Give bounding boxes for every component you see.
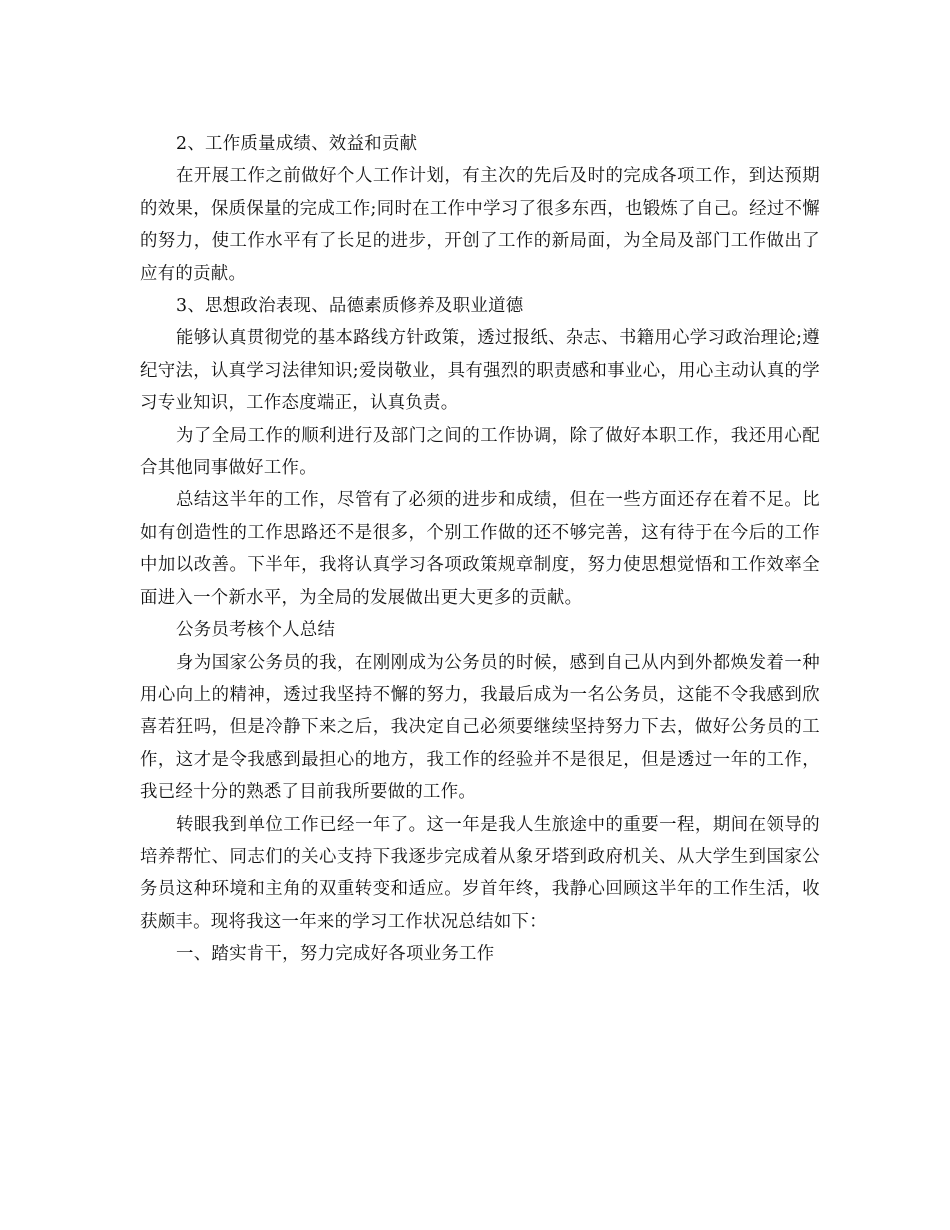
- section-heading-ethics: 3、思想政治表现、品德素质修养及职业道德: [176, 296, 524, 317]
- paragraph-civil-servant: 身为国家公务员的我，在刚刚成为公务员的时候，感到自己从内到外都焕发着一种用心向上的精神，透过我坚持不懈的努力，我最后成为一名公务员，这能不令我感到欣喜若狂吗，但是冷静下来之后，我决定自己必须要继续坚持努力下去，做好公务员的工作，这才是令我感到最担心的地方，我工作的经验并不是很足，但是透过一年的工作，我已经十分的熟悉了目前我所要做的工作。: [140, 652, 820, 803]
- paragraph-quality: 在开展工作之前做好个人工作计划，有主次的先后及时的完成各项工作，到达预期的效果，保质保量的完成工作;同时在工作中学习了很多东西，也锻炼了自己。经过不懈的努力，使工作水平有了长足的进步，开创了工作的新局面，为全局及部门工作做出了应有的贡献。: [140, 166, 820, 284]
- paragraph-cooperation: 为了全局工作的顺利进行及部门之间的工作协调，除了做好本职工作，我还用心配合其他同事做好工作。: [140, 425, 820, 479]
- paragraph-ethics: 能够认真贯彻党的基本路线方针政策，透过报纸、杂志、书籍用心学习政治理论;遵纪守法，认真学习法律知识;爱岗敬业，具有强烈的职责感和事业心，用心主动认真的学习专业知识，工作态度端正，认真负责。: [140, 328, 820, 414]
- document-page: [140, 128, 820, 971]
- section-heading-review: 公务员考核个人总结: [176, 620, 336, 641]
- paragraph-summary: 总结这半年的工作，尽管有了必须的进步和成绩，但在一些方面还存在着不足。比如有创造性的工作思路还不是很多，个别工作做的还不够完善，这有待于在今后的工作中加以改善。下半年，我将认真学习各项政策规章制度，努力使思想觉悟和工作效率全面进入一个新水平，为全局的发展做出更大更多的贡献。: [140, 490, 820, 608]
- paragraph-one-year: 转眼我到单位工作已经一年了。这一年是我人生旅途中的重要一程，期间在领导的培养帮忙、同志们的关心支持下我逐步完成着从象牙塔到政府机关、从大学生到国家公务员这种环境和主角的双重转变和适应。岁首年终，我静心回顾这半年的工作生活，收获颇丰。现将我这一年来的学习工作状况总结如下：: [140, 814, 820, 932]
- section-heading-work: 一、踏实肯干，努力完成好各项业务工作: [176, 944, 495, 965]
- section-heading-quality: 2、工作质量成绩、效益和贡献: [176, 134, 418, 154]
